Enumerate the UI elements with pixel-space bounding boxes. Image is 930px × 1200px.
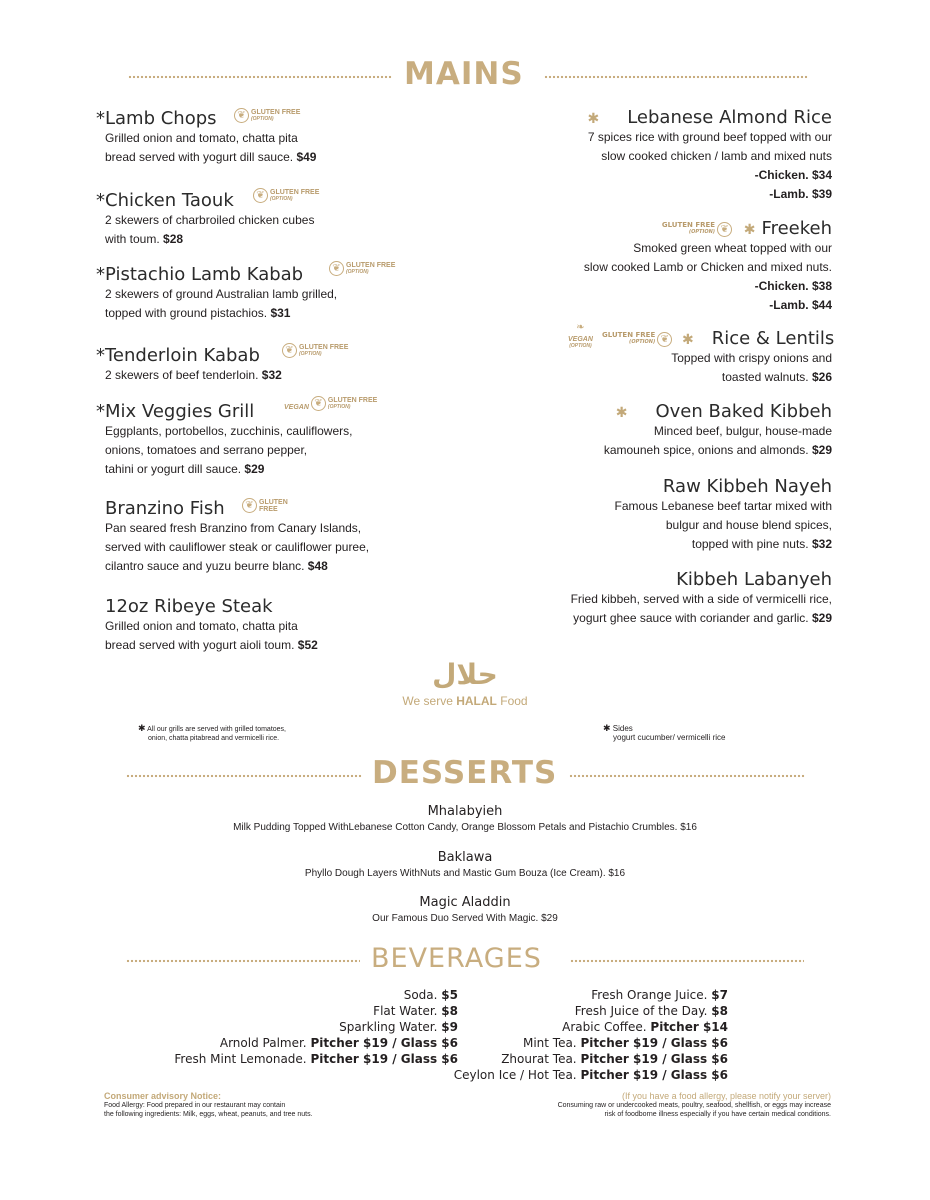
dish-name: *Mix Veggies Grill: [96, 401, 255, 422]
beverage-item: Mint Tea. Pitcher $19 / Glass $6: [522, 1036, 728, 1050]
dessert-desc: Milk Pudding Topped WithLebanese Cotton Candy, Orange Blossom Petals and Pistachio Crumbles.: [233, 822, 678, 833]
dish-desc: bulgur and house blend spices,: [665, 518, 832, 532]
mains-rule-right: [544, 74, 808, 80]
dish-ribeye-steak: [105, 596, 425, 655]
desserts-heading: DESSERTS: [372, 755, 558, 791]
beverage-item: Flat Water. $8: [373, 1004, 458, 1018]
mains-rule-left: [128, 74, 392, 80]
wheat-icon: ❦: [329, 261, 344, 276]
dish-desc: 2 skewers of charbroiled chicken cubes: [105, 213, 315, 227]
dish-desc: Fried kibbeh, served with a side of vermicelli rice,: [570, 592, 832, 606]
wheat-icon: ❦: [253, 188, 268, 203]
dish-price: $26: [811, 370, 832, 384]
wheat-icon: ❦: [282, 343, 297, 358]
beverage-item: Fresh Juice of the Day. $8: [574, 1004, 728, 1018]
dessert-price: $16: [680, 822, 697, 833]
beverage-item: Soda. $5: [403, 988, 458, 1002]
dish-price: $29: [244, 462, 265, 476]
beverage-item: Sparkling Water. $9: [339, 1020, 458, 1034]
dish-desc: Grilled onion and tomato, chatta pita: [105, 131, 298, 145]
dish-name: Kibbeh Labanyeh: [676, 569, 832, 590]
dish-tenderloin-kabab: [96, 345, 416, 385]
grill-note: ✱ All our grills are served with grilled tomatoes, onion, chatta pitabread and vermicelli rice.: [138, 723, 286, 742]
dish-name: Oven Baked Kibbeh: [655, 401, 832, 422]
dish-name: *Chicken Taouk: [96, 190, 234, 211]
dish-desc: bread served with yogurt dill sauce.: [105, 150, 294, 164]
dish-desc: 7 spices rice with ground beef topped with our: [587, 130, 832, 144]
dessert-desc: Our Famous Duo Served With Magic.: [372, 913, 539, 924]
dish-desc: with toum.: [105, 232, 160, 246]
dessert-price: $16: [608, 868, 626, 879]
dish-oven-baked-kibbeh: [472, 401, 832, 460]
dessert-price: $29: [541, 913, 558, 924]
dish-name: 12oz Ribeye Steak: [105, 596, 273, 617]
gluten-free-option-badge: ❦ GLUTEN FREE (OPTION): [282, 343, 348, 358]
beverages-left-list: [150, 987, 458, 1067]
dish-name: Raw Kibbeh Nayeh: [662, 476, 832, 497]
beverage-item: Zhourat Tea. Pitcher $19 / Glass $6: [501, 1052, 728, 1066]
dish-price: $48: [307, 559, 328, 573]
dish-desc: Pan seared fresh Branzino from Canary Islands,: [105, 521, 362, 535]
wheat-icon: ❦: [717, 222, 732, 237]
dessert-name: Mhalabyieh: [427, 804, 503, 819]
dish-price: $31: [270, 306, 291, 320]
mains-heading: MAINS: [404, 56, 524, 92]
dish-desc: slow cooked chicken / lamb and mixed nuts: [601, 149, 832, 163]
dish-name: Branzino Fish: [105, 498, 225, 519]
gluten-free-option-badge: GLUTEN FREE (OPTION) ❦: [662, 222, 732, 237]
dish-desc: served with cauliflower steak or cauliflower puree,: [105, 540, 370, 554]
dish-kibbeh-labanyeh: [472, 569, 832, 628]
dish-name: Freekeh: [761, 218, 832, 239]
dessert-mhalabyieh: [100, 804, 830, 833]
sides-star-icon: ✱: [681, 332, 694, 348]
consumer-advisory: Consumer advisory Notice: Food Allergy: Food prepared in our restaurant may contain the following ingredients: Milk, eggs, wheat, peanuts, and tree nuts.: [104, 1091, 313, 1118]
allergy-notice: (If you have a food allergy, please notify your server) Consuming raw or undercooked meats, poultry, seafood, shellfish, or eggs may increase risk of foodborne illness especially if you have certain medical conditions.: [557, 1091, 831, 1118]
dish-name: Lebanese Almond Rice: [627, 107, 832, 128]
dish-desc: topped with pine nuts.: [691, 537, 809, 551]
dish-desc: Smoked green wheat topped with our: [633, 241, 832, 255]
vegan-gluten-free-badge: VEGAN ❦ GLUTEN FREE (OPTION): [284, 396, 378, 411]
star-icon: ✱: [138, 723, 146, 733]
dish-price: $29: [811, 611, 832, 625]
vegan-label: VEGAN: [284, 404, 309, 411]
leaf-icon: ❧: [576, 322, 585, 333]
dessert-baklawa: [100, 850, 830, 879]
dish-price: -Lamb. $44: [769, 298, 832, 312]
dish-lebanese-almond-rice: [472, 107, 832, 204]
beverage-item: Arnold Palmer. Pitcher $19 / Glass $6: [219, 1036, 458, 1050]
dish-desc: kamouneh spice, onions and almonds.: [603, 443, 809, 457]
dessert-name: Magic Aladdin: [419, 895, 511, 910]
dish-desc: tahini or yogurt dill sauce.: [105, 462, 242, 476]
gluten-free-option-badge: ❦ GLUTEN FREE (OPTION): [253, 188, 319, 203]
dish-desc: slow cooked Lamb or Chicken and mixed nuts.: [583, 260, 832, 274]
wheat-icon: ❦: [242, 498, 257, 513]
dish-name: Rice & Lentils: [711, 328, 835, 349]
dish-name: *Pistachio Lamb Kabab: [96, 264, 304, 285]
wheat-icon: ❦: [657, 332, 672, 347]
beverage-item: Fresh Orange Juice. $7: [591, 988, 728, 1002]
dish-freekeh: [472, 218, 832, 315]
dish-price: -Chicken. $34: [754, 168, 832, 182]
desserts-rule-left: [126, 773, 362, 779]
dish-desc: Eggplants, portobellos, zucchinis, cauliflowers,: [105, 424, 353, 438]
halal-arabic-logo: حلال: [432, 658, 498, 691]
beverages-right-list: [440, 987, 728, 1083]
sides-star-icon: ✱: [743, 222, 756, 238]
dish-desc: Minced beef, bulgur, house-made: [653, 424, 832, 438]
dish-desc: cilantro sauce and yuzu beurre blanc.: [105, 559, 305, 573]
dish-price: $52: [297, 638, 318, 652]
dish-desc: Topped with crispy onions and: [671, 351, 832, 365]
dish-desc: 2 skewers of ground Australian lamb grilled,: [105, 287, 338, 301]
gluten-free-option-badge: ❦ GLUTEN FREE (OPTION): [329, 261, 395, 276]
wheat-icon: ❦: [311, 396, 326, 411]
dish-desc: toasted walnuts.: [721, 370, 809, 384]
dish-price: $29: [811, 443, 832, 457]
sides-star-icon: ✱: [587, 111, 600, 127]
dish-price: -Lamb. $39: [769, 187, 832, 201]
dish-desc: Grilled onion and tomato, chatta pita: [105, 619, 298, 633]
dish-price: $32: [811, 537, 832, 551]
gluten-free-option-badge: ❦ GLUTEN FREE (OPTION): [234, 108, 300, 123]
beverage-item: Ceylon Ice / Hot Tea. Pitcher $19 / Glass $6: [453, 1068, 728, 1082]
beverage-item: Fresh Mint Lemonade. Pitcher $19 / Glass $6: [174, 1052, 458, 1066]
gluten-free-option-badge: GLUTEN FREE (OPTION) ❦: [602, 332, 672, 347]
sides-note: ✱ Sides yogurt cucumber/ vermicelli rice: [603, 723, 726, 742]
dessert-desc: Phyllo Dough Layers WithNuts and Mastic Gum Bouza (Ice Cream).: [304, 868, 606, 879]
dish-mix-veggies-grill: [96, 401, 416, 479]
dessert-name: Baklawa: [437, 850, 493, 865]
gluten-free-badge: ❦ GLUTEN FREE: [242, 498, 288, 513]
star-icon: ✱: [603, 723, 611, 733]
dish-desc: Famous Lebanese beef tartar mixed with: [614, 499, 832, 513]
beverages-rule-right: [570, 958, 804, 964]
vegan-option-badge: ❧ VEGAN (OPTION): [568, 322, 593, 349]
dish-raw-kibbeh-nayeh: [472, 476, 832, 554]
dish-desc: onions, tomatoes and serrano pepper,: [105, 443, 308, 457]
beverage-item: Arabic Coffee. Pitcher $14: [562, 1020, 728, 1034]
desserts-rule-right: [569, 773, 805, 779]
beverages-heading: BEVERAGES: [371, 943, 542, 974]
dish-desc: yogurt ghee sauce with coriander and garlic.: [573, 611, 809, 625]
halal-statement: We serve HALAL Food: [402, 694, 528, 708]
dish-rice-lentils: [602, 328, 835, 387]
dish-desc: bread served with yogurt aioli toum.: [105, 638, 295, 652]
dish-name: *Lamb Chops: [96, 108, 217, 129]
dish-desc: 2 skewers of beef tenderloin.: [105, 368, 259, 382]
dessert-magic-aladdin: [100, 895, 830, 924]
dish-price: $32: [261, 368, 282, 382]
dish-price: -Chicken. $38: [754, 279, 832, 293]
sides-star-icon: ✱: [615, 405, 628, 421]
dish-desc: topped with ground pistachios.: [105, 306, 268, 320]
dish-price: $49: [296, 150, 317, 164]
dish-price: $28: [163, 232, 184, 246]
wheat-icon: ❦: [234, 108, 249, 123]
beverages-rule-left: [126, 958, 360, 964]
dish-name: *Tenderloin Kabab: [96, 345, 260, 366]
